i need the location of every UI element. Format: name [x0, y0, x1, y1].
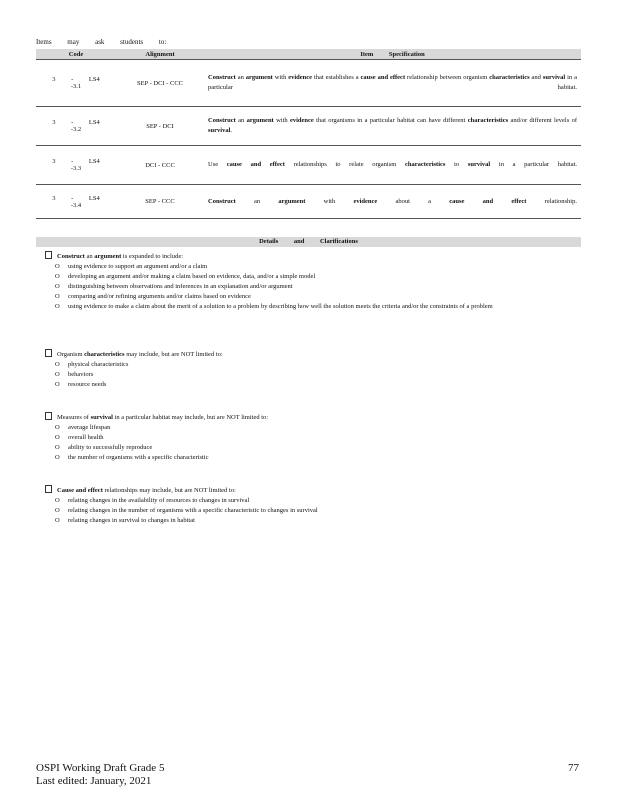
list-item: O the number of organisms with a specific characteristic: [55, 454, 209, 461]
item-specification-table: [36, 49, 581, 219]
details-header: Details and Clarifications: [36, 237, 581, 247]
circle-bullet-icon: O: [55, 434, 60, 441]
circle-bullet-icon: O: [55, 424, 60, 431]
list: [45, 262, 579, 312]
section-heading: Organism characteristics may include, but are NOT limited to:: [57, 351, 223, 358]
list-item: O distinguishing between observations and inferences in an explanation and/or argument: [55, 283, 293, 290]
cell-alignment: SEP - DCI - CCC: [116, 60, 204, 107]
header-item-specification: Item Specification: [204, 49, 581, 60]
list-item: O comparing and/or refining arguments and/or claims based on evidence: [55, 293, 251, 300]
header-code: Code: [36, 49, 116, 60]
section-heading: Measures of survival in a particular habitat may include, but are NOT limited to:: [57, 414, 269, 421]
list-item: O using evidence to support an argument and/or a claim: [55, 263, 208, 270]
section-organism-characteristics: [45, 349, 223, 390]
cell-spec: Construct an argument with evidence that establishes a cause and effect relationship between organism characteristics and survival in a particular habitat.: [204, 60, 581, 107]
section-construct-argument: [45, 251, 579, 312]
cell-spec: Use cause and effect relationships to relate organism characteristics to survival in a particular habitat.: [204, 146, 581, 185]
section-cause-and-effect: [45, 485, 318, 526]
cell-alignment: DCI - CCC: [116, 146, 204, 185]
footer-last-edited: Last edited: January, 2021: [36, 775, 152, 787]
circle-bullet-icon: O: [55, 381, 60, 388]
circle-bullet-icon: O: [55, 303, 60, 310]
circle-bullet-icon: O: [55, 454, 60, 461]
table-header-row: [36, 49, 581, 60]
table-row: [36, 60, 581, 107]
list-item: O behaviors: [55, 371, 94, 378]
cell-code: 3 - LS4 -3.1: [36, 60, 116, 107]
cell-alignment: SEP - CCC: [116, 185, 204, 219]
circle-bullet-icon: O: [55, 273, 60, 280]
list-item: O physical characteristics: [55, 361, 129, 368]
list-item: O using evidence to make a claim about the merit of a solution to a problem by describing how well the solution meets the criteria and/or the constraints of a problem: [55, 303, 493, 310]
footer-draft-label: OSPI Working Draft Grade 5: [36, 762, 165, 774]
header-alignment: Alignment: [116, 49, 204, 60]
checkbox-bullet-icon: [45, 251, 52, 259]
circle-bullet-icon: O: [55, 497, 60, 504]
circle-bullet-icon: O: [55, 507, 60, 514]
list-item: O relating changes in survival to changes in habitat: [55, 517, 195, 524]
table-row: [36, 107, 581, 146]
circle-bullet-icon: O: [55, 361, 60, 368]
section-heading: Construct an argument is expanded to include:: [57, 253, 184, 260]
cell-code: 3 - LS4 -3.4: [36, 185, 116, 219]
circle-bullet-icon: O: [55, 371, 60, 378]
circle-bullet-icon: O: [55, 293, 60, 300]
list-item: O developing an argument and/or making a claim based on evidence, data, and/or a simple model: [55, 273, 316, 280]
list: [45, 496, 318, 526]
page-number: 77: [568, 762, 579, 774]
list-item: O relating changes in the availability of resources to changes in survival: [55, 497, 250, 504]
circle-bullet-icon: O: [55, 517, 60, 524]
cell-code: 3 - LS4 -3.2: [36, 107, 116, 146]
list: [45, 360, 223, 390]
checkbox-bullet-icon: [45, 412, 52, 420]
cell-spec: Construct an argument with evidence that organisms in a particular habitat can have different characteristics and/or different levels of survival.: [204, 107, 581, 146]
circle-bullet-icon: O: [55, 263, 60, 270]
list-item: O resource needs: [55, 381, 107, 388]
list: [45, 423, 268, 463]
cell-alignment: SEP - DCI: [116, 107, 204, 146]
section-heading: Cause and effect relationships may include, but are NOT limited to:: [57, 487, 236, 494]
list-item: O ability to successfully reproduce: [55, 444, 153, 451]
circle-bullet-icon: O: [55, 444, 60, 451]
cell-spec: Construct an argument with evidence about a cause and effect relationship.: [204, 185, 581, 219]
table-row: [36, 146, 581, 185]
list-item: O average lifespan: [55, 424, 111, 431]
checkbox-bullet-icon: [45, 485, 52, 493]
intro-text: Items may ask students to:: [36, 38, 167, 46]
table-row: [36, 185, 581, 219]
section-measures-of-survival: [45, 412, 268, 463]
list-item: O relating changes in the number of organisms with a specific characteristic to changes in survival: [55, 507, 318, 514]
circle-bullet-icon: O: [55, 283, 60, 290]
cell-code: 3 - LS4 -3.3: [36, 146, 116, 185]
list-item: O overall health: [55, 434, 104, 441]
checkbox-bullet-icon: [45, 349, 52, 357]
footer: [36, 762, 164, 788]
